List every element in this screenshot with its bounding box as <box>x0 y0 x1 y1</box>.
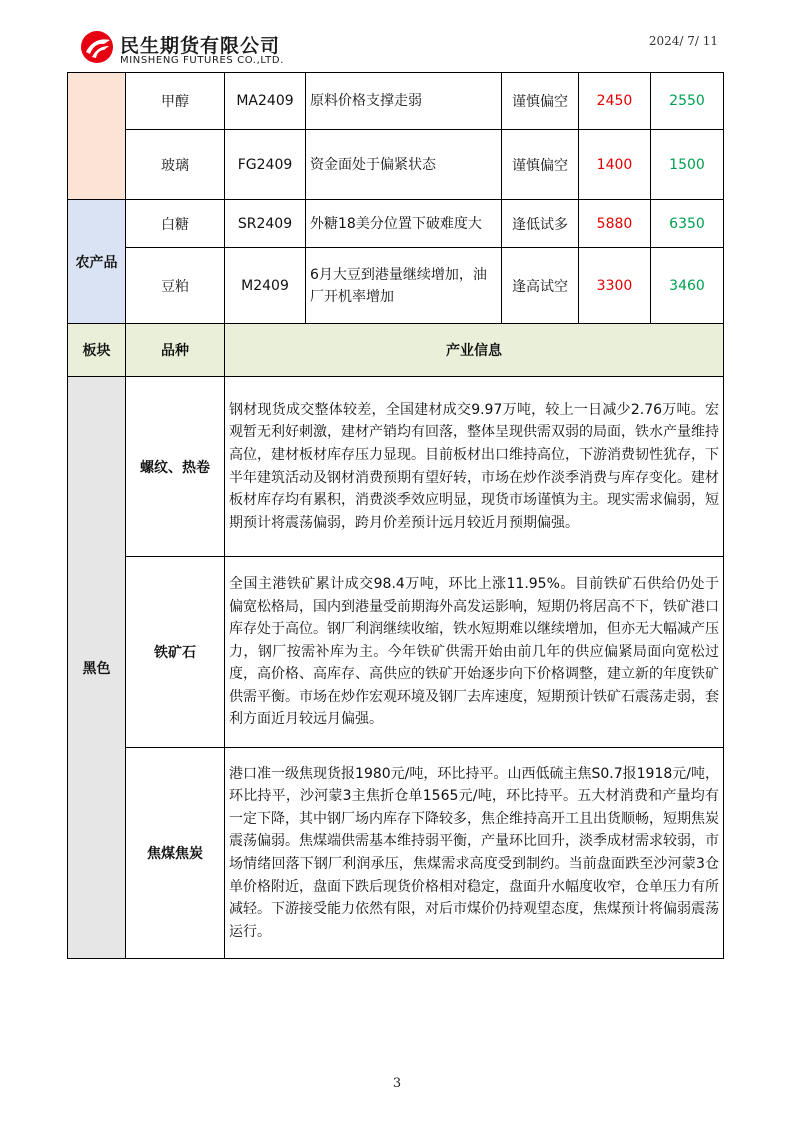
contract-cell: M2409 <box>225 248 306 324</box>
view-cell: 6月大豆到港量继续增加，油厂开机率增加 <box>306 248 502 324</box>
table-row <box>68 377 724 557</box>
column-header-info: 产业信息 <box>225 324 724 377</box>
strategy-cell: 谨慎偏空 <box>502 130 579 200</box>
strategy-cell: 谨慎偏空 <box>502 73 579 130</box>
support-price-cell: 5880 <box>579 200 651 248</box>
info-text-cell: 港口准一级焦现货报1980元/吨，环比持平。山西低硫主焦S0.7报1918元/吨，环比持平，沙河蒙3主焦折仓单1565元/吨，环比持平。五大材消费和产量均有一定下降，其中钢厂场内库存下降较多，焦企维持高开工且出货顺畅，短期焦炭震荡偏弱。焦煤端供需基本维持弱平衡，产量环比回升，淡季成材需求较弱，市场情绪回落下钢厂利润承压，焦煤需求高度受到制约。当前盘面跌至沙河蒙3仓单价格附近，盘面下跌后现货价格相对稳定，盘面升水幅度收窄，仓单压力有所减轻。下游接受能力依然有限，对后市煤价仍持观望态度，焦煤预计将偏弱震荡运行。 <box>225 748 724 959</box>
resistance-price-cell: 1500 <box>651 130 724 200</box>
strategy-cell: 逢低试多 <box>502 200 579 248</box>
contract-cell: MA2409 <box>225 73 306 130</box>
support-price-cell: 2450 <box>579 73 651 130</box>
column-header-row <box>68 324 724 377</box>
table-row <box>68 748 724 959</box>
company-logo <box>80 30 320 70</box>
sector-cell-black: 黑色 <box>68 377 126 959</box>
industry-info-table <box>67 376 724 959</box>
column-header-variety: 品种 <box>126 324 225 377</box>
report-date: 2024/ 7/ 11 <box>648 34 718 48</box>
info-text-cell: 钢材现货成交整体较差，全国建材成交9.97万吨，较上一日减少2.76万吨。宏观暂无利好刺激，建材产销均有回落，整体呈现供需双弱的局面，铁水产量维持高位，建材板材库存压力显现。目前板材出口维持高位，下游消费韧性犹存，下半年建筑活动及钢材消费预期有望好转，市场在炒作淡季消费与库存变化。建材板材库存均有累积，消费淡季效应明显，现货市场谨慎为主。现实需求偏弱，短期预计将震荡偏弱，跨月价差预计远月较近月预期偏强。 <box>225 377 724 557</box>
table-row <box>68 557 724 748</box>
variety-cell: 甲醇 <box>126 73 225 130</box>
info-text-cell: 全国主港铁矿累计成交98.4万吨，环比上涨11.95%。目前铁矿石供给仍处于偏宽松格局，国内到港量受前期海外高发运影响，短期仍将居高不下，铁矿港口库存处于高位。钢厂利润继续收缩，铁水短期难以继续增加，但亦无大幅减产压力，钢厂按需补库为主。今年铁矿供需开始由前几年的供应偏紧局面向宽松过度，高价格、高库存、高供应的铁矿开始逐步向下价格调整，建立新的年度铁矿供需平衡。市场在炒作宏观环境及钢厂去库速度，短期预计铁矿石震荡走弱，套利方面近月较远月偏强。 <box>225 557 724 748</box>
resistance-price-cell: 3460 <box>651 248 724 324</box>
view-cell: 原料价格支撑走弱 <box>306 73 502 130</box>
sector-cell-chemical <box>68 73 126 200</box>
table-row <box>68 73 724 130</box>
support-price-cell: 1400 <box>579 130 651 200</box>
logo-chinese-name: 民生期货有限公司 <box>120 35 281 57</box>
view-cell: 外糖18美分位置下破难度大 <box>306 200 502 248</box>
variety-cell: 白糖 <box>126 200 225 248</box>
resistance-price-cell: 2550 <box>651 73 724 130</box>
logo-english-name: MINSHENG FUTURES CO.,LTD. <box>120 55 284 66</box>
variety-cell: 焦煤焦炭 <box>126 748 225 959</box>
price-outlook-table <box>67 72 724 377</box>
support-price-cell: 3300 <box>579 248 651 324</box>
page-number: 3 <box>392 1076 402 1091</box>
variety-cell: 螺纹、热卷 <box>126 377 225 557</box>
table-row <box>68 200 724 248</box>
variety-cell: 铁矿石 <box>126 557 225 748</box>
contract-cell: FG2409 <box>225 130 306 200</box>
table-row <box>68 130 724 200</box>
resistance-price-cell: 6350 <box>651 200 724 248</box>
variety-cell: 玻璃 <box>126 130 225 200</box>
contract-cell: SR2409 <box>225 200 306 248</box>
column-header-sector: 板块 <box>68 324 126 377</box>
table-row <box>68 248 724 324</box>
strategy-cell: 逢高试空 <box>502 248 579 324</box>
minsheng-logo-icon <box>80 30 114 64</box>
sector-cell-agri: 农产品 <box>68 200 126 324</box>
variety-cell: 豆粕 <box>126 248 225 324</box>
view-cell: 资金面处于偏紧状态 <box>306 130 502 200</box>
